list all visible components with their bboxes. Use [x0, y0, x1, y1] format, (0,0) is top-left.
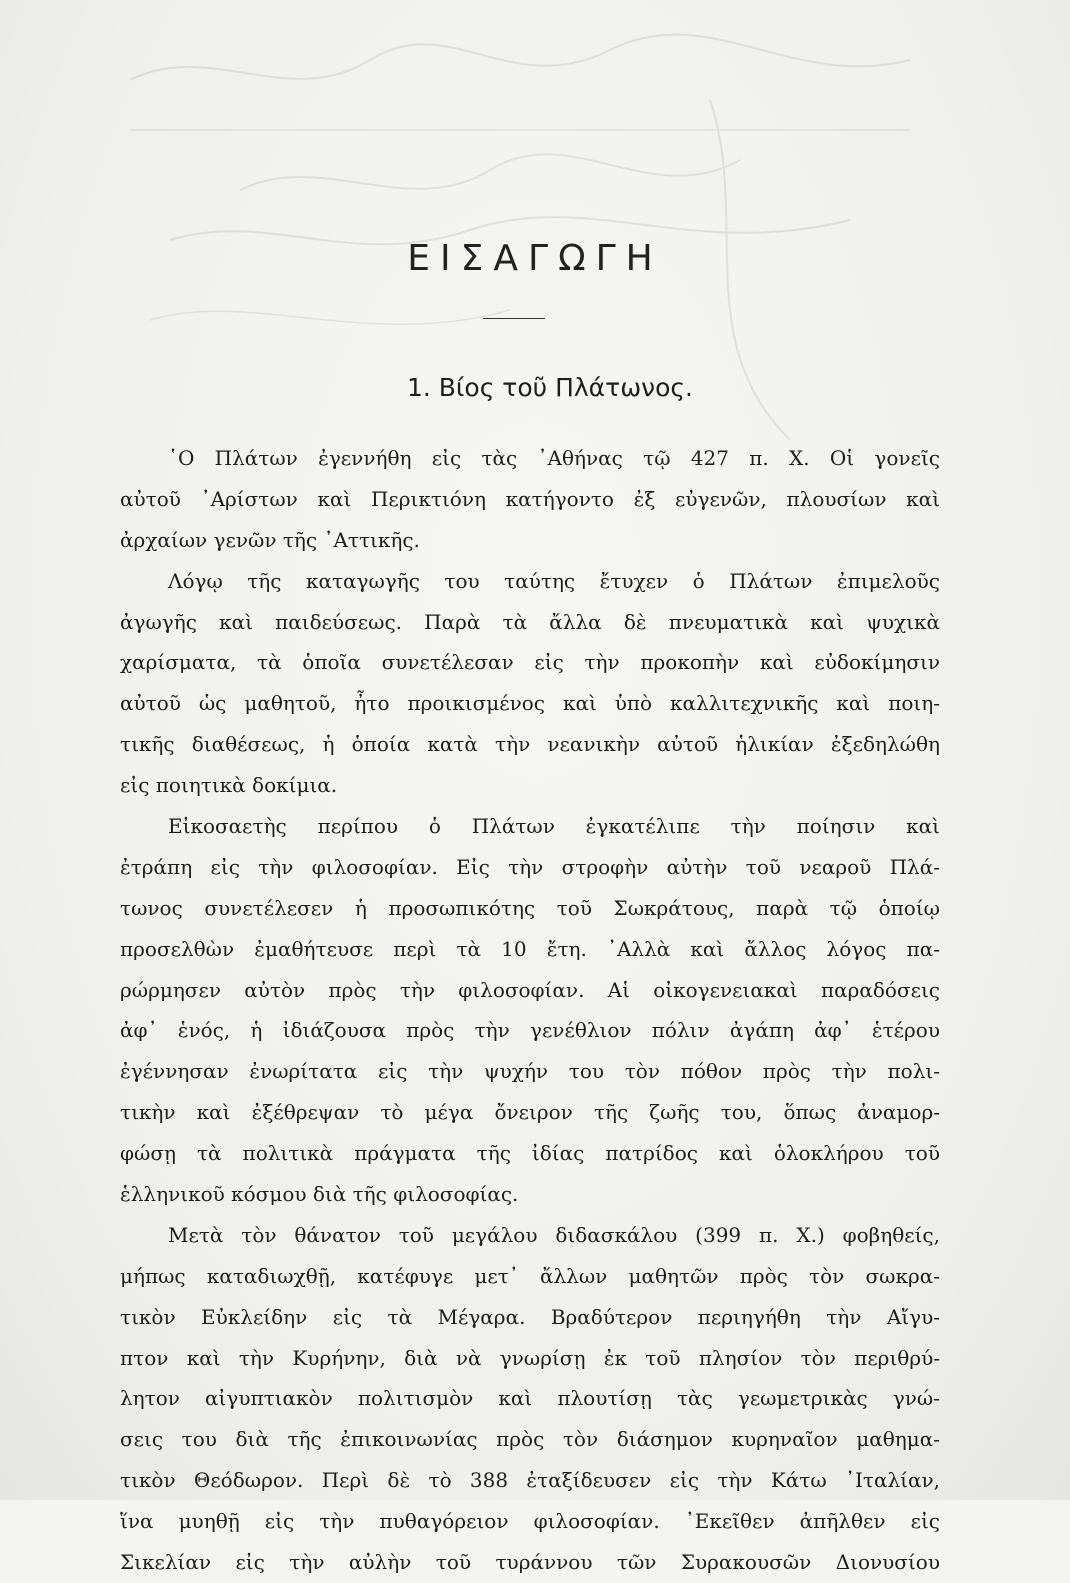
text-line: Εἰκοσαετὴς περίπου ὁ Πλάτων ἐγκατέλιπε τὴν ποίησιν καὶ — [168, 814, 940, 839]
text-line: φώσῃ τὰ πολιτικὰ πράγματα τῆς ἰδίας πατρίδος καὶ ὁλοκλήρου τοῦ — [120, 1141, 940, 1166]
text-line: τικὸν Εὐκλείδην εἰς τὰ Μέγαρα. Βραδύτερον περιηγήθη τὴν Αἴγυ- — [120, 1304, 940, 1329]
text-line: Σικελίαν εἰς τὴν αὐλὴν τοῦ τυράννου τῶν Συρακουσῶν Διονυσίου — [120, 1550, 940, 1575]
page-title: ΕΙΣΑΓΩΓΗ — [407, 238, 663, 279]
text-line: τικὴν καὶ ἐξέθρεψαν τὸ μέγα ὄνειρον τῆς ζωῆς του, ὅπως ἀναμορ- — [120, 1100, 940, 1125]
text-line: αὐτοῦ ᾿Αρίστων καὶ Περικτιόνη κατήγοντο ἐξ εὐγενῶν, πλουσίων καὶ — [120, 486, 940, 511]
text-line: μήπως καταδιωχθῇ, κατέφυγε μετ᾿ ἄλλων μαθητῶν πρὸς τὸν σωκρα- — [120, 1263, 940, 1288]
text-line: τωνος συνετέλεσεν ἡ προσωπικότης τοῦ Σωκράτους, παρὰ τῷ ὁποίῳ — [120, 895, 940, 920]
text-line: ἐτράπη εἰς τὴν φιλοσοφίαν. Εἰς τὴν στροφὴν αὐτὴν τοῦ νεαροῦ Πλά- — [120, 854, 940, 879]
text-line: σεις του διὰ τῆς ἐπικοινωνίας πρὸς τὸν διάσημον κυρηναῖον μαθημα- — [120, 1427, 940, 1452]
text-line: τικὸν Θεόδωρον. Περὶ δὲ τὸ 388 ἐταξίδευσεν εἰς τὴν Κάτω ᾿Ιταλίαν, — [120, 1468, 940, 1493]
text-line: αὐτοῦ ὡς μαθητοῦ, ἦτο προικισμένος καὶ ὑπὸ καλλιτεχνικῆς καὶ ποιη- — [120, 691, 940, 716]
body-text — [120, 438, 940, 1583]
title-divider — [483, 318, 545, 319]
text-line: ἑλληνικοῦ κόσμου διὰ τῆς φιλοσοφίας. — [120, 1182, 519, 1207]
text-line: εἰς ποιητικὰ δοκίμια. — [120, 773, 338, 798]
text-line: ἐγέννησαν ἐνωρίτατα εἰς τὴν ψυχήν του τὸν πόθον πρὸς τὴν πολι- — [120, 1059, 940, 1084]
text-line: χαρίσματα, τὰ ὁποῖα συνετέλεσαν εἰς τὴν προκοπὴν καὶ εὐδοκίμησιν — [120, 650, 940, 675]
text-line: Λόγῳ τῆς καταγωγῆς του ταύτης ἔτυχεν ὁ Πλάτων ἐπιμελοῦς — [168, 568, 940, 593]
text-line: ἀγωγῆς καὶ παιδεύσεως. Παρὰ τὰ ἄλλα δὲ πνευματικὰ καὶ ψυχικὰ — [120, 609, 940, 634]
text-line: Μετὰ τὸν θάνατον τοῦ μεγάλου διδασκάλου (399 π. Χ.) φοβηθείς, — [168, 1222, 940, 1247]
text-line: πτον καὶ τὴν Κυρήνην, διὰ νὰ γνωρίσῃ ἐκ τοῦ πλησίον τὸν περιθρύ- — [120, 1345, 940, 1370]
section-heading: 1. Βίος τοῦ Πλάτωνος. — [406, 373, 694, 402]
text-line: προσελθὼν ἐμαθήτευσε περὶ τὰ 10 ἔτη. ᾿Αλλὰ καὶ ἄλλος λόγος πα- — [120, 936, 940, 961]
text-line: ἀφ᾿ ἑνός, ἡ ἰδιάζουσα πρὸς τὴν γενέθλιον πόλιν ἀγάπη ἀφ᾿ ἑτέρου — [120, 1018, 940, 1043]
text-line: λητον αἰγυπτιακὸν πολιτισμὸν καὶ πλουτίσῃ τὰς γεωμετρικὰς γνώ- — [120, 1386, 940, 1411]
text-line: ρώρμησεν αὐτὸν πρὸς τὴν φιλοσοφίαν. Αἱ οἰκογενειακαὶ παραδόσεις — [120, 977, 940, 1002]
text-line: ἀρχαίων γενῶν τῆς ᾿Αττικῆς. — [120, 527, 420, 552]
text-line: ῾Ο Πλάτων ἐγεννήθη εἰς τὰς ᾿Αθήνας τῷ 427 π. Χ. Οἱ γονεῖς — [168, 446, 940, 470]
text-line: τικῆς διαθέσεως, ἡ ὁποία κατὰ τὴν νεανικὴν αὐτοῦ ἡλικίαν ἐξεδηλώθη — [120, 732, 940, 757]
text-line: ἵνα μυηθῇ εἰς τὴν πυθαγόρειον φιλοσοφίαν. ᾿Εκεῖθεν ἀπῆλθεν εἰς — [120, 1509, 940, 1534]
